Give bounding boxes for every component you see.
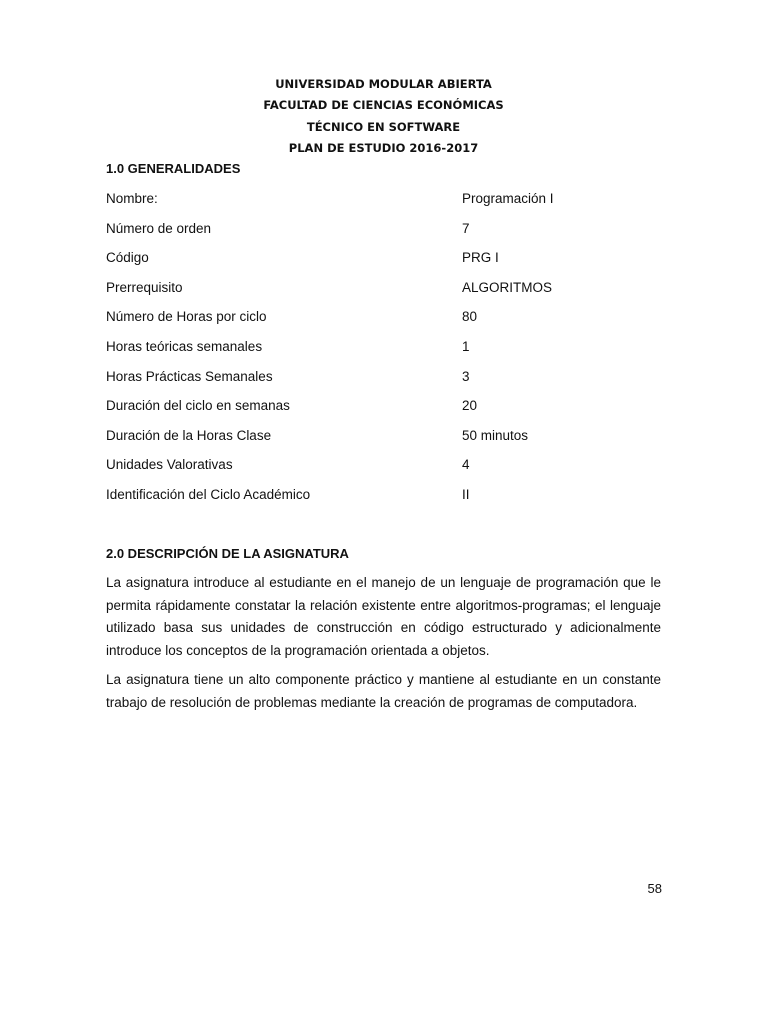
row-label: Unidades Valorativas [106, 457, 233, 473]
row-label: Número de Horas por ciclo [106, 309, 267, 325]
paragraph-line: La asignatura introduce al estudiante en el manejo de un lenguaje de programación que le [106, 575, 661, 590]
table-row [106, 339, 666, 369]
table-row [106, 191, 666, 221]
program-name: TÉCNICO EN SOFTWARE [306, 119, 461, 134]
row-value: II [462, 486, 470, 502]
table-row [106, 487, 666, 517]
university-name: UNIVERSIDAD MODULAR ABIERTA [275, 77, 492, 91]
section-title-descripcion: 2.0 DESCRIPCIÓN DE LA ASIGNATURA [106, 546, 349, 561]
section-title-generalidades: 1.0 GENERALIDADES [106, 161, 241, 176]
table-row [106, 457, 666, 487]
row-label: Nombre: [106, 191, 158, 206]
description-paragraph-2 [106, 669, 661, 714]
table-row [106, 369, 666, 399]
row-value: 7 [462, 220, 470, 236]
row-value: ALGORITMOS [462, 279, 553, 295]
row-value: 80 [462, 309, 478, 325]
table-row [106, 428, 666, 458]
row-label: Duración de la Horas Clase [106, 427, 272, 443]
generalidades-table [106, 191, 666, 517]
row-value: 20 [462, 398, 478, 414]
row-value: 50 minutos [462, 427, 529, 443]
paragraph-line: introduce los conceptos de la programación orientada a objetos. [106, 642, 490, 658]
paragraph-line: trabajo de resolución de problemas mediante la creación de programas de computadora. [106, 694, 638, 710]
row-label: Número de orden [106, 220, 212, 236]
table-row [106, 398, 666, 428]
paragraph-line: La asignatura tiene un alto componente práctico y mantiene al estudiante en un constante [106, 672, 661, 687]
document-header [0, 77, 768, 162]
row-value: 4 [462, 457, 470, 473]
table-row [106, 221, 666, 251]
paragraph-line: utilizado basa sus unidades de construcción en código estructurado y adicionalmente [106, 620, 661, 636]
row-label: Horas teóricas semanales [106, 338, 263, 354]
row-label: Código [106, 250, 149, 266]
row-label: Identificación del Ciclo Académico [106, 486, 311, 502]
description-paragraph-1 [106, 572, 661, 662]
table-row [106, 250, 666, 280]
row-value: 3 [462, 368, 470, 384]
table-row [106, 280, 666, 310]
study-plan: PLAN DE ESTUDIO 2016-2017 [288, 140, 479, 155]
table-row [106, 309, 666, 339]
row-label: Horas Prácticas Semanales [106, 368, 273, 384]
page-number: 58 [647, 881, 662, 896]
row-value: Programación I [462, 191, 554, 206]
row-value: 1 [462, 338, 470, 354]
row-label: Prerrequisito [106, 279, 183, 295]
row-value: PRG I [462, 250, 499, 266]
row-label: Duración del ciclo en semanas [106, 398, 290, 414]
paragraph-line: permita rápidamente constatar la relación existente entre algoritmos-programas; el lenguaje [106, 597, 661, 613]
faculty-name: FACULTAD DE CIENCIAS ECONÓMICAS [263, 98, 504, 113]
